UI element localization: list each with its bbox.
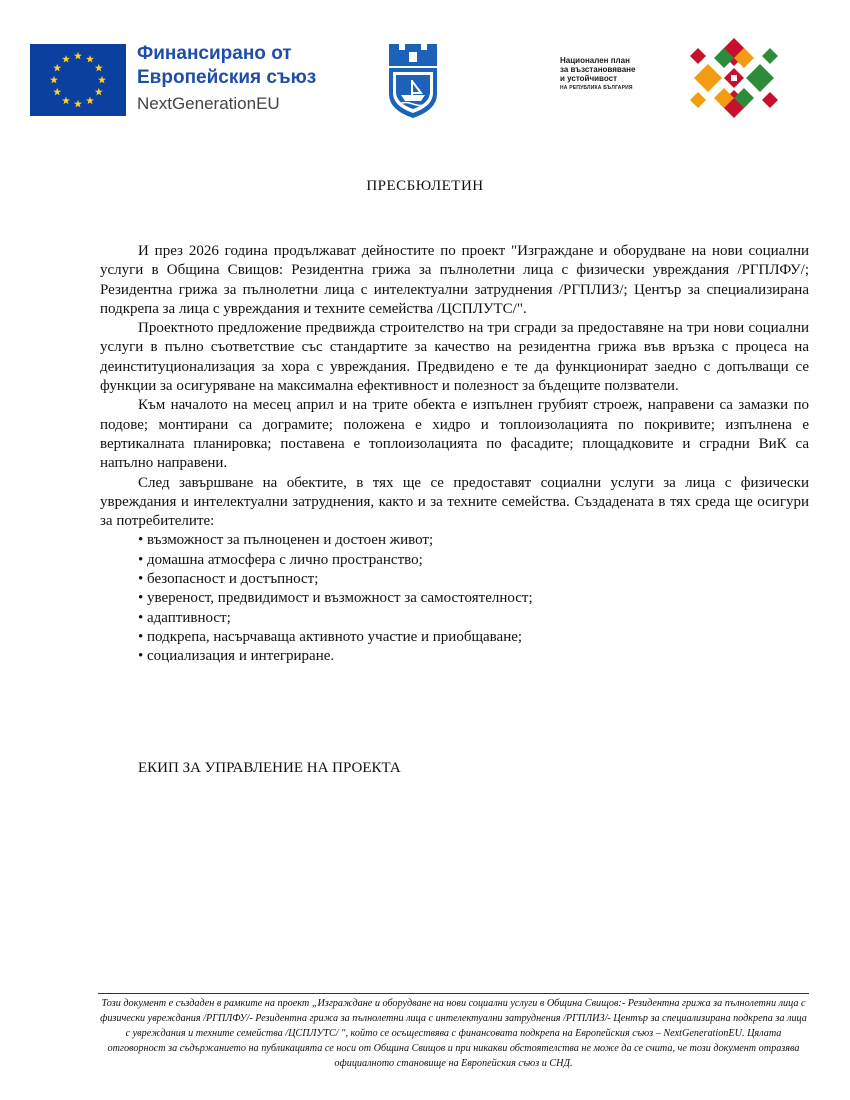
benefits-list [100,531,809,666]
recovery-plan-line4: НА РЕПУБЛИКА БЪЛГАРИЯ [560,85,633,91]
eu-logo-line2: Европейския съюз [137,67,317,88]
eu-star-icon [98,76,106,84]
recovery-plan-line2: за възстановяване [560,65,636,74]
eu-star-icon [74,52,82,60]
recovery-plan-logo [548,22,796,132]
footer-divider [98,993,809,994]
eu-star-icon [95,64,103,72]
municipality-crest-icon [385,40,441,120]
eu-star-icon [50,76,58,84]
eu-star-icon [62,55,70,63]
footer-disclaimer: Този документ е създаден в рамките на проект „Изграждане и оборудване на нови социални услуги в Община Свищов:- Резидентна грижа за пълнолетни лица с физически увреждания /РГПЛФУ/- Резидентна грижа за пълнолетни лица с интелектуални затруднения /РГПЛИЗ/- Център за специализирана подкрепа за лица с увреждания и техните семейства /ЦСПЛУТС/ ", който се осъществява с финансовата подкрепа на Европейския съюз – NextGenerationEU. Цялата отговорност за съдържанието на публикацията се носи от Община Свищов и при никакви обстоятелства не може да се счита, че този документ отразява официалното становище на Европейския съюз и СНД. [100,998,807,1069]
list-item: • подкрепа, насърчаваща активното участие и приобщаване; [138,628,809,647]
list-item: • възможност за пълноценен и достоен живот; [138,531,809,550]
eu-star-icon [53,64,61,72]
paragraph-1: И през 2026 година продължават дейностите по проект "Изграждане и оборудване на нови социални услуги в Община Свищов: Резидентна грижа за пълнолетни лица с физически увреждания /РГПЛФУ/; Резидентна грижа за пълнолетни лица с интелектуални затруднения /РГПЛИЗ/; Център за специализирана подкрепа за лица с увреждания и техните семейства /ЦСПЛУТС/". [100,243,809,317]
recovery-plan-line1: Национален план [560,56,630,65]
page-title: ПРЕСБЮЛЕТИН [366,178,484,194]
list-item: • социализация и интегриране. [138,647,809,666]
recovery-plan-line3: и устойчивост [560,74,617,83]
eu-star-icon [62,97,70,105]
recovery-plan-text [560,56,670,92]
eu-logo-text [137,42,377,116]
eu-logo-line3: NextGenerationEU [137,94,280,113]
list-item: • увереност, предвидимост и възможност за самостоятелност; [138,589,809,608]
paragraph-2: Проектното предложение предвижда строителство на три сгради за предоставяне на три нови социални услуги в пълно съответствие със стандартите за качество на резидентна грижа във връзка с процеса на деинституционализация за хора с увреждания. Предвидено е те да функционират заедно с допълващи се функции за осигуряване на максимална ефективност и полезност за бъдещите ползватели. [100,320,809,395]
eu-star-icon [86,97,94,105]
paragraph-3: Към началото на месец април и на трите обекта е изпълнен грубият строеж, направени са замазки по подове; монтирани са дограмите; положена е хидро и топлоизолацията по покривите; изпълнена е вертикалната планировка; поставена е топлоизолацията по фасадите; площадковите и сградни ВиК са напълно направени. [100,397,809,472]
press-release-body [100,242,809,667]
eu-flag-icon [30,44,126,116]
eu-stars-icon [30,44,126,116]
eu-star-icon [86,55,94,63]
eu-star-icon [53,88,61,96]
project-team-signature: ЕКИП ЗА УПРАВЛЕНИЕ НА ПРОЕКТА [138,760,401,776]
list-item: • домашна атмосфера с лично пространство; [138,551,809,570]
list-item: • адаптивност; [138,609,809,628]
eu-star-icon [95,88,103,96]
embroidery-pattern-icon [678,34,790,122]
list-item: • безопасност и достъпност; [138,570,809,589]
paragraph-4: След завършване на обектите, в тях ще се предоставят социални услуги за лица с физически увреждания и интелектуални затруднения, както и за техните семейства. Създадената в тях среда ще осигури за потребителите: [100,474,809,530]
eu-logo-line1: Финансирано от [137,43,292,64]
eu-star-icon [74,100,82,108]
